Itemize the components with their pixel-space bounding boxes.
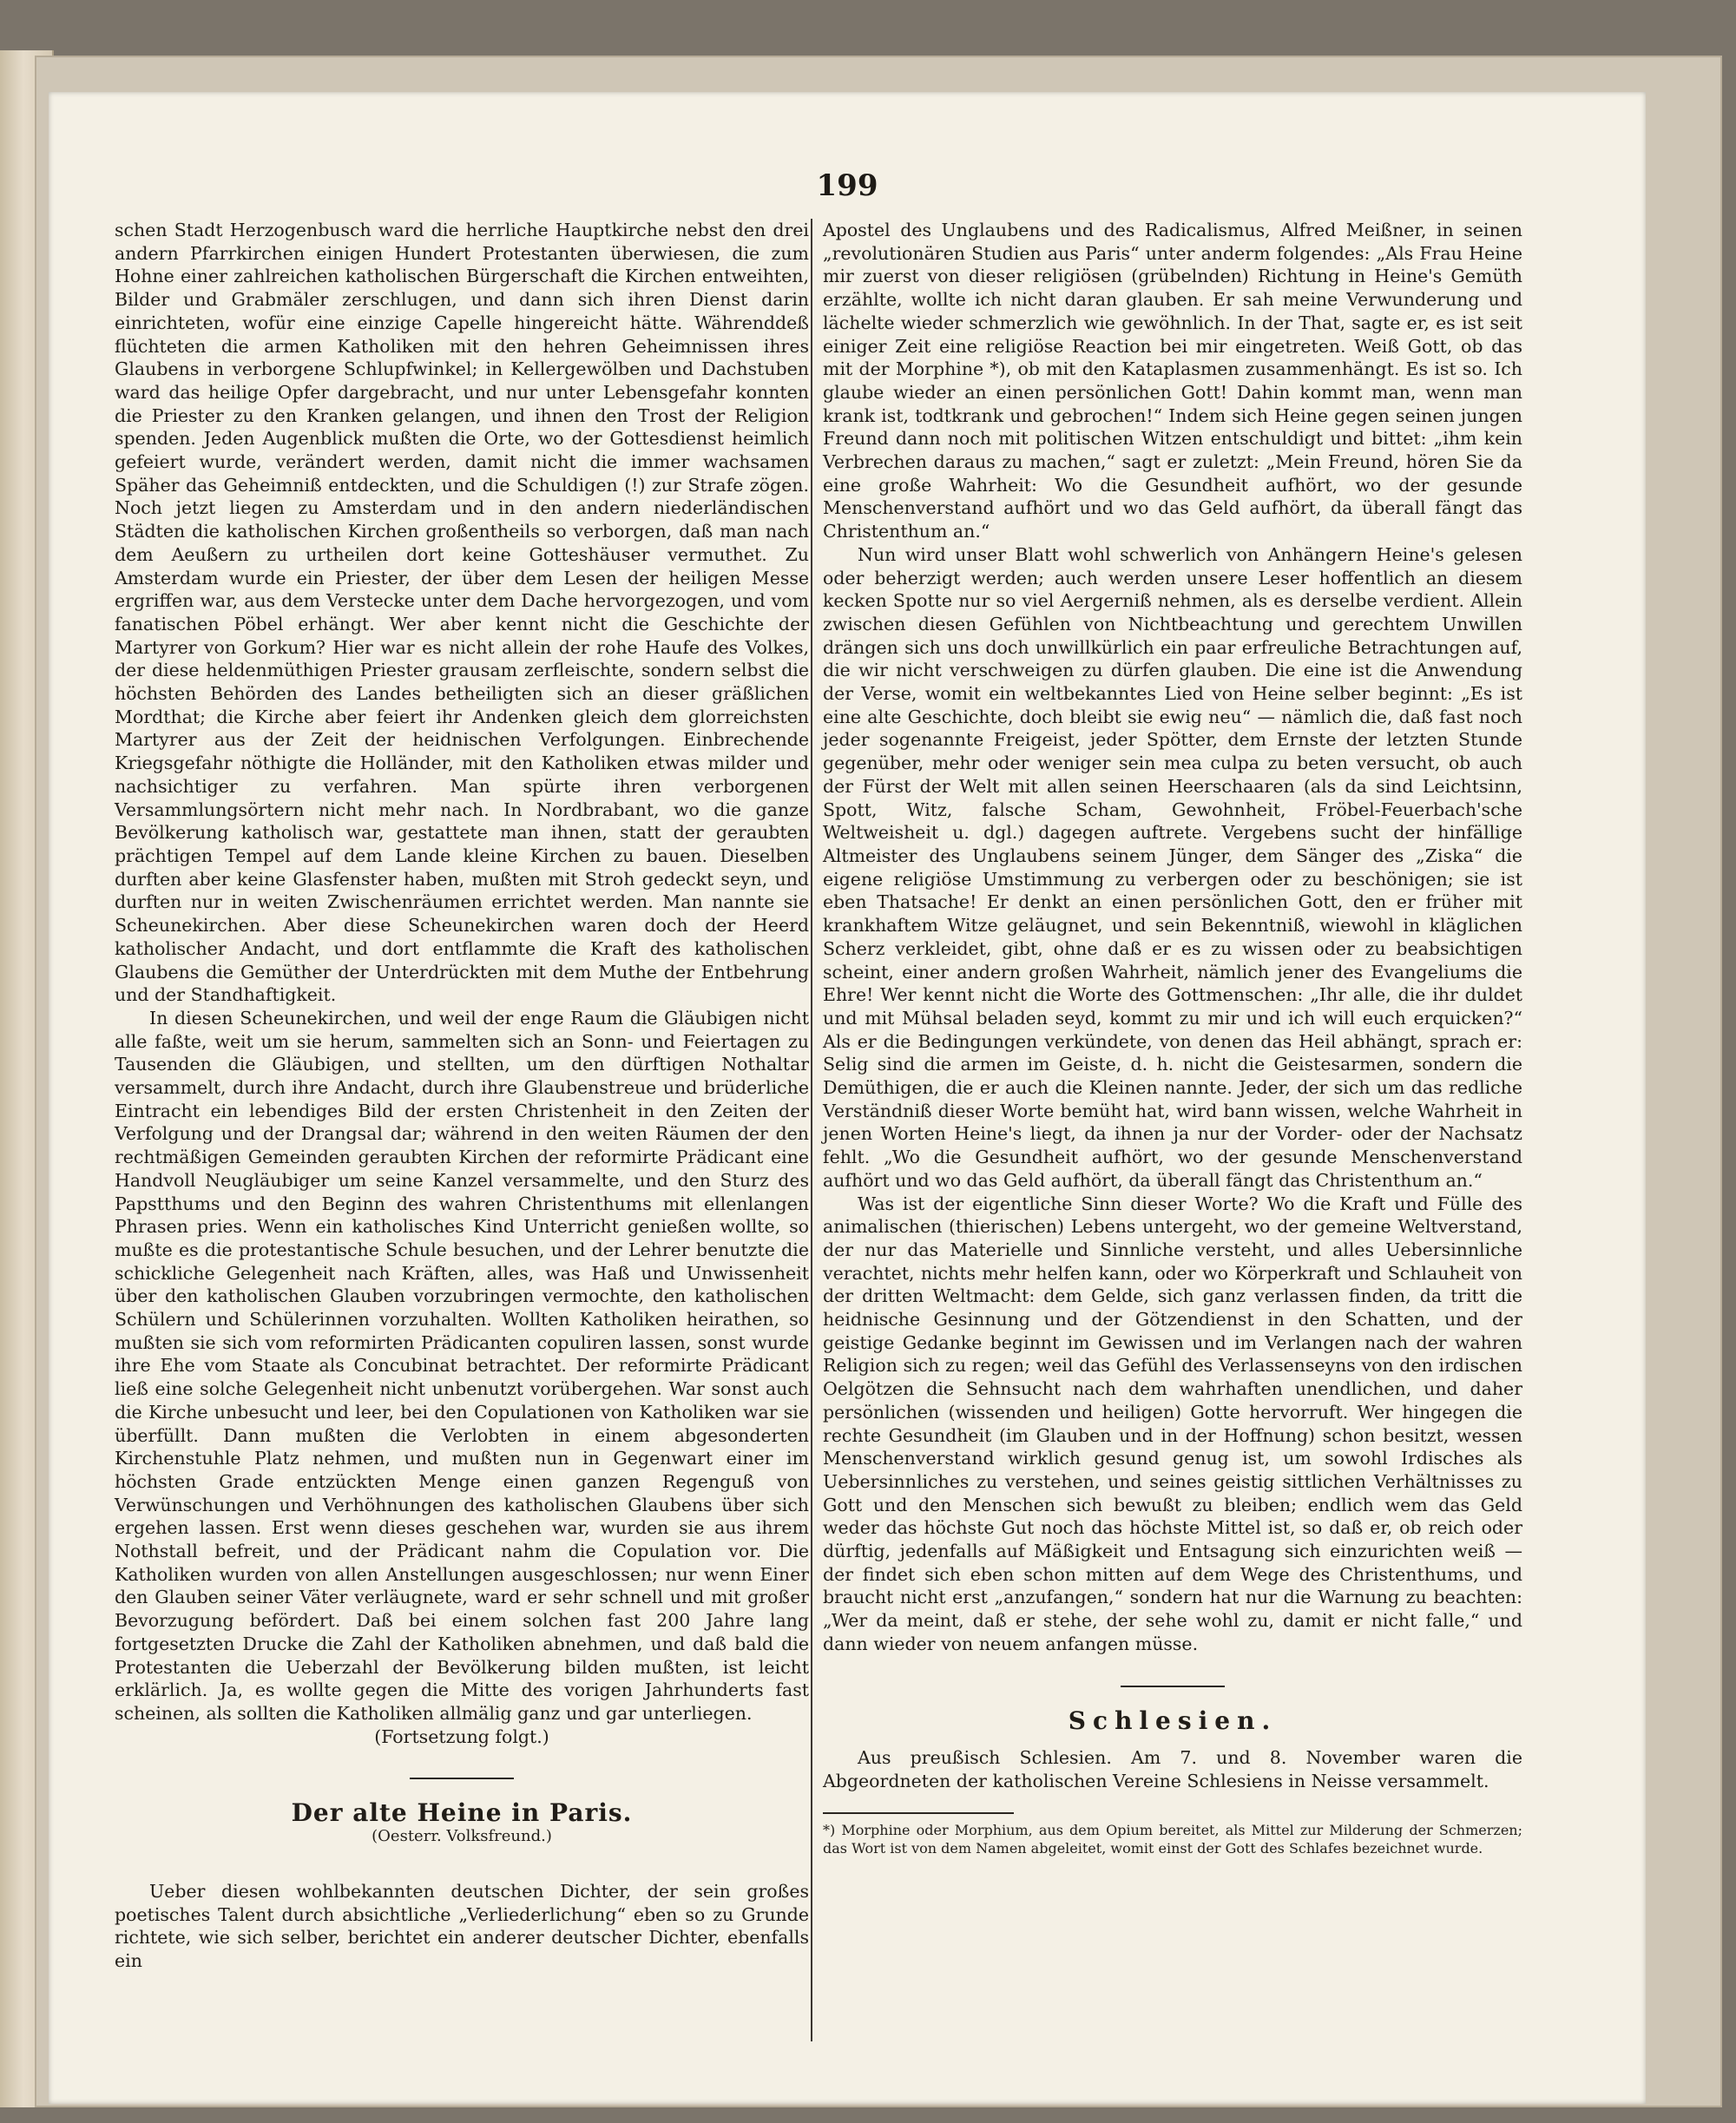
- article-first-paragraph: Ueber diesen wohlbekannten deutschen Dichter, der sein großes poetisches Talent durch absichtliche „Verliederlichung“ eben so zu Grunde richtete, wie sich selber, berichtet ein anderer deutscher Dichter, ebenfalls ein: [115, 1880, 809, 1971]
- section-divider: [1121, 1686, 1225, 1687]
- continuation-note: (Fortsetzung folgt.): [374, 1725, 549, 1747]
- newspaper-page: [49, 92, 1646, 2104]
- page-number: 199: [816, 168, 878, 203]
- article-title: Der alte Heine in Paris.: [291, 1798, 633, 1828]
- article-source: (Oesterr. Volksfreund.): [372, 1827, 552, 1846]
- right-paragraph-3: Was ist der eigentliche Sinn dieser Worte? Wo die Kraft und Fülle des animalischen (thierischen) Lebens untergeht, wo der gemeine Weltverstand, der nur das Materielle und Sinnliche versteht, und alles Uebersinnliche verachtet, nichts mehr helfen kann, oder wo Körperkraft und Schlauheit von der dritten Weltmacht: dem Gelde, sich ganz verlassen finden, da tritt die heidnische Gesinnung und der Götzendienst in den Schatten, und der geistige Gedanke beginnt im Gewissen und im Verlangen nach der wahren Religion sich zu regen; weil das Gefühl des Verlassenseyns von den irdischen Oelgötzen die Sehnsucht nach dem wahrhaften unendlichen, und daher persönlichen (wissenden und heiligen) Gotte hervorruft. Wer hingegen die rechte Gesundheit (im Glauben und in der Hoffnung) schon besitzt, wessen Menschenverstand wirklich gesund genug ist, um sowohl Irdisches als Uebersinnliches zu verstehen, und seines geistig sittlichen Verhältnisses zu Gott und den Menschen sich bewußt zu bleiben; endlich wem das Geld weder das höchste Gut noch das höchste Mittel ist, so daß er, ob reich oder dürftig, jedenfalls auf Mäßigkeit und Entsagung sich einzurichten weiß — der findet sich eben schon mitten auf dem Wege des Christenthums, und braucht nicht erst „anzufangen,“ sondern hat nur die Warnung zu beachten: „Wer da meint, daß er stehe, der sehe wohl zu, damit er nicht falle,“ und dann wieder von neuem anfangen müsse.: [823, 1193, 1522, 1654]
- article-divider: [410, 1778, 514, 1779]
- footnote: *) Morphine oder Morphium, aus dem Opium bereitet, als Mittel zur Milderung der Schmerzen; das Wort ist von dem Namen abgeleitet, womit einst der Gott des Schlafes bezeichnet wurde.: [823, 1821, 1522, 1857]
- left-column: [115, 219, 809, 1973]
- footnote-divider: [823, 1812, 1014, 1814]
- section-heading: Schlesien.: [1068, 1706, 1278, 1735]
- section-text: Aus preußisch Schlesien. Am 7. und 8. November waren die Abgeordneten der katholischen Vereine Schlesiens in Neisse versammelt.: [823, 1747, 1522, 1791]
- left-paragraph-2: In diesen Scheunekirchen, und weil der enge Raum die Gläubigen nicht alle faßte, weit um sie herum, sammelten sich an Sonn- und Feiertagen zu Tausenden die Gläubigen, und stellten, um den dürftigen Nothaltar versammelt, durch ihre Andacht, durch ihre Glaubenstreue und brüderliche Eintracht ein lebendiges Bild der ersten Christenheit in den Zeiten der Verfolgung und der Drangsal dar; während in den weiten Räumen der den rechtmäßigen Gemeinden geraubten Kirchen der reformirte Prädicant eine Handvoll Neugläubiger um seine Kanzel versammelte, und den Sturz des Papstthums und den Beginn des wahren Christenthums mit ellenlangen Phrasen pries. Wenn ein katholisches Kind Unterricht genießen wollte, so mußte es die protestantische Schule besuchen, und der Lehrer benutzte die schickliche Gelegenheit nach Kräften, alles, was Haß und Unwissenheit über den katholischen Glauben vorzubringen vermochte, den katholischen Schülern und Schülerinnen vorzuhalten. Wollten Katholiken heirathen, so mußten sie sich vom reformirten Prädicanten copuliren lassen, sonst wurde ihre Ehe vom Staate als Concubinat betrachtet. Der reformirte Prädicant ließ eine solche Gelegenheit nicht unbenutzt vorübergehen. War sonst auch die Kirche unbesucht und leer, bei den Copulationen von Katholiken war sie überfüllt. Dann mußten die Verlobten in einem abgesonderten Kirchenstuhle Platz nehmen, und mußten nun in Gegenwart einer im höchsten Grade entzückten Menge einen ganzen Regenguß von Verwünschungen und Verhöhnungen des katholischen Glaubens über sich ergehen lassen. Erst wenn dieses geschehen war, wurden sie aus ihrem Nothstall befreit, und der Prädicant nahm die Copulation vor. Die Katholiken wurden von allen Anstellungen ausgeschlossen; nur wenn Einer den Glauben seiner Väter verläugnete, ward er sehr schnell und mit großer Bevorzugung befördert. Daß bei einem solchen fast 200 Jahre lang fortgesetzten Drucke die Zahl der Katholiken abnehmen, und daß bald die Protestanten die Ueberzahl der Bevölkerung bilden mußten, ist leicht erklärlich. Ja, es wollte gegen die Mitte des vorigen Jahrhunderts fast scheinen, als sollten die Katholiken allmälig ganz und gar unterliegen.: [115, 1007, 809, 1724]
- left-paragraph-1: schen Stadt Herzogenbusch ward die herrliche Hauptkirche nebst den drei andern Pfarrkirchen einigen Hundert Protestanten überwiesen, die zum Hohne einer zahlreichen katholischen Bürgerschaft die Kirchen entweihten, Bilder und Grabmäler zerschlugen, und dann sich ihren Dienst darin einrichteten, wofür eine einzige Capelle hingereicht hätte. Währenddeß flüchteten die armen Katholiken mit den hehren Geheimnissen ihres Glaubens in verborgene Schlupfwinkel; in Kellergewölben und Dachstuben ward das heilige Opfer dargebracht, und nur unter Lebensgefahr konnten die Priester zu den Kranken gelangen, und ihnen den Trost der Religion spenden. Jeden Augenblick mußten die Orte, wo der Gottesdienst heimlich gefeiert wurde, verändert werden, damit nicht die immer wachsamen Späher das Geheimniß entdeckten, und die Schuldigen (!) zur Strafe zögen. Noch jetzt liegen zu Amsterdam und in den andern niederländischen Städten die katholischen Kirchen großentheils so verborgen, daß man nach dem Aeußern zu urtheilen dort keine Gotteshäuser vermuthet. Zu Amsterdam wurde ein Priester, der über dem Lesen der heiligen Messe ergriffen war, aus dem Verstecke unter dem Dache hervorgezogen, und vom fanatischen Pöbel erhängt. Wer aber kennt nicht die Geschichte der Martyrer von Gorkum? Hier war es nicht allein der rohe Haufe des Volkes, der diese heldenmüthigen Priester grausam zerfleischte, sondern selbst die höchsten Behörden des Landes betheiligten sich an dieser gräßlichen Mordthat; die Kirche aber feiert ihr Andenken gleich dem glorreichsten Martyrer aus der Zeit der heidnischen Verfolgungen. Einbrechende Kriegsgefahr nöthigte die Holländer, mit den Katholiken etwas milder und nachsichtiger zu verfahren. Man spürte ihren verborgenen Versammlungsörtern nicht mehr nach. In Nordbrabant, wo die ganze Bevölkerung katholisch war, gestattete man ihnen, statt der geraubten prächtigen Tempel auf dem Lande kleine Kirchen zu bauen. Dieselben durften aber keine Glasfenster haben, mußten mit Stroh gedeckt seyn, und durften nur in weiten Zwischenräumen errichtet werden. Man nannte sie Scheunekirchen. Aber diese Scheunekirchen waren doch der Heerd katholischer Andacht, und dort entflammte die Kraft des katholischen Glaubens die Gemüther der Unterdrückten mit dem Muthe der Entbehrung und der Standhaftigkeit.: [115, 220, 809, 1006]
- right-paragraph-1: Apostel des Unglaubens und des Radicalismus, Alfred Meißner, in seinen „revolutionären Studien aus Paris“ unter anderm folgendes: „Als Frau Heine mir zuerst von dieser religiösen (grübelnden) Richtung in Heine's Gemüth erzählte, wollte ich nicht daran glauben. Er sah meine Verwunderung und lächelte wieder schmerzlich wie gewöhnlich. In der That, sagte er, es ist seit einiger Zeit eine religiöse Reaction bei mir eingetreten. Weiß Gott, ob das mit der Morphine *), ob mit den Kataplasmen zusammenhängt. Es ist so. Ich glaube wieder an einen persönlichen Gott! Dahin kommt man, wenn man krank ist, todtkrank und gebrochen!“ Indem sich Heine gegen seinen jungen Freund dann noch mit politischen Witzen entschuldigt und bittet: „ihm kein Verbrechen daraus zu machen,“ sagt er zuletzt: „Mein Freund, hören Sie da eine große Wahrheit: Wo die Gesundheit aufhört, wo der gesunde Menschenverstand aufhört und wo das Geld aufhört, da überall fängt das Christenthum an.“: [823, 220, 1522, 542]
- right-column: [807, 219, 1522, 1857]
- right-paragraph-2: Nun wird unser Blatt wohl schwerlich von Anhängern Heine's gelesen oder beherzigt werden; auch werden unsere Leser hoffentlich an diesem kecken Spotte nur so viel Aergerniß nehmen, als es derselbe verdient. Allein zwischen diesen Gefühlen von Nichtbeachtung und gerechtem Unwillen drängen sich uns doch unwillkürlich ein paar erfreuliche Betrachtungen auf, die wir nicht verschweigen zu dürfen glauben. Die eine ist die Anwendung der Verse, womit ein weltbekanntes Lied von Heine selber beginnt: „Es ist eine alte Geschichte, doch bleibt sie ewig neu“ — nämlich die, daß fast noch jeder sogenannte Freigeist, jeder Spötter, dem Ernste der letzten Stunde gegenüber, mehr oder weniger sein mea culpa zu beten versucht, ob auch der Fürst der Welt mit allen seinen Heerschaaren (als da sind Leichtsinn, Spott, Witz, falsche Scham, Gewohnheit, Fröbel-Feuerbach'sche Weltweisheit u. dgl.) dagegen auftrete. Vergebens sucht der hinfällige Altmeister des Unglaubens seinem Jünger, dem Sänger des „Ziska“ die eigene religiöse Umstimmung zu verbergen oder zu beschönigen; sie ist eben Thatsache! Er denkt an einen persönlichen Gott, den er früher mit krankhaftem Witze geläugnet, und sein Bekenntniß, wiewohl in kläglichen Scherz verkleidet, gibt, ohne daß er es zu wissen oder zu beabsichtigen scheint, einer andern großen Wahrheit, nämlich jener des Evangeliums die Ehre! Wer kennt nicht die Worte des Gottmenschen: „Ihr alle, die ihr duldet und mit Mühsal beladen seyd, kommt zu mir und ich will euch erquicken?“ Als er die Bedingungen verkündete, von denen das Heil abhängt, sprach er: Selig sind die armen im Geiste, d. h. nicht die Geistesarmen, sondern die Demüthigen, die er auch die Kleinen nannte. Jeder, der sich um das redliche Verständniß dieser Worte bemüht hat, wird bann wissen, welche Wahrheit in jenen Worten Heine's liegt, da ihnen ja nur der Vorder- oder der Nachsatz fehlt. „Wo die Gesundheit aufhört, wo der gesunde Menschenverstand aufhört und wo das Geld aufhört, da überall fängt das Christenthum an.“: [823, 543, 1522, 1191]
